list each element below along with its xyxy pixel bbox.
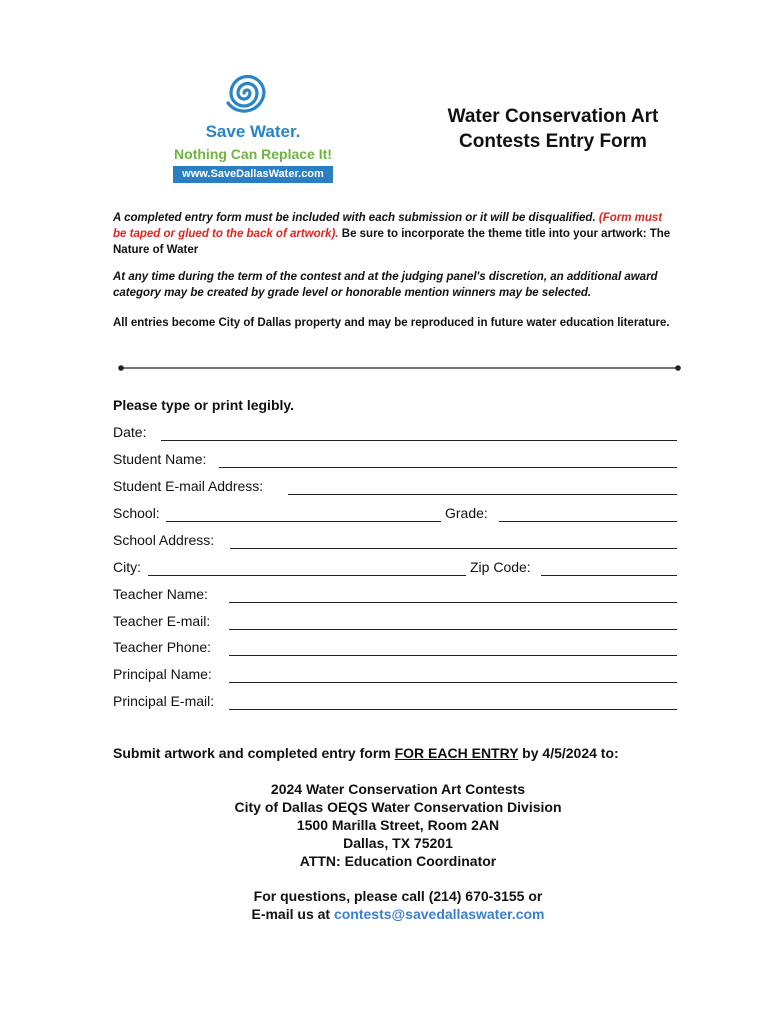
principal-name-field[interactable] — [229, 682, 677, 683]
water-spiral-icon — [220, 66, 274, 120]
principal-email-field[interactable] — [229, 709, 677, 710]
save-water-logo — [168, 66, 338, 184]
intro-paragraph-2: At any time during the term of the contest and at the judging panel's discretion, an additional award category may be created by grade level or honorable mention winners may be selected. — [113, 271, 658, 299]
submit-instructions — [113, 745, 619, 761]
intro-paragraph-3: All entries become City of Dallas property and may be reproduced in future water education literature. — [113, 317, 670, 329]
address-line-1: 2024 Water Conservation Art Contests — [270, 781, 526, 797]
school-address-label: School Address: — [113, 532, 215, 548]
intro-theme-note: Be sure to incorporate the theme title into your artwork: The Nature of Water — [113, 228, 671, 256]
grade-label: Grade: — [445, 505, 488, 521]
school-address-field[interactable] — [230, 548, 677, 549]
zip-label: Zip Code: — [470, 559, 531, 575]
date-field[interactable] — [161, 440, 677, 441]
teacher-phone-field[interactable] — [229, 655, 677, 656]
logo-line-1: Save Water. — [205, 122, 301, 141]
contact-email-line — [113, 905, 683, 923]
teacher-email-label: Teacher E-mail: — [113, 613, 211, 629]
contact-email-link[interactable]: contests@savedallaswater.com — [333, 906, 545, 922]
student-email-row — [113, 476, 677, 496]
address-line-5: ATTN: Education Coordinator — [299, 853, 497, 869]
title-line-2: Contests Entry Form — [459, 131, 647, 152]
date-label: Date: — [113, 424, 147, 440]
date-row — [113, 422, 677, 442]
teacher-name-field[interactable] — [229, 602, 677, 603]
principal-email-label: Principal E-mail: — [113, 693, 215, 709]
title-line-1: Water Conservation Art — [447, 106, 659, 127]
principal-name-label: Principal Name: — [113, 666, 212, 682]
city-row — [113, 557, 677, 577]
student-name-label: Student Name: — [113, 451, 207, 467]
contact-email-prefix: E-mail us at — [251, 906, 334, 922]
submit-deadline: by 4/5/2024 to: — [518, 745, 619, 761]
logo-website: www.SaveDallasWater.com — [173, 166, 333, 183]
intro-tape-note: (Form must be taped or glued to the back of artwork). — [113, 212, 663, 240]
page-title — [420, 104, 686, 154]
teacher-phone-label: Teacher Phone: — [113, 639, 212, 655]
city-label: City: — [113, 559, 141, 575]
teacher-email-row — [113, 611, 677, 631]
school-label: School: — [113, 505, 160, 521]
principal-email-row — [113, 691, 677, 711]
address-line-2: City of Dallas OEQS Water Conservation Division — [234, 799, 562, 815]
zip-field[interactable] — [541, 575, 677, 576]
principal-name-row — [113, 664, 677, 684]
teacher-name-label: Teacher Name: — [113, 586, 208, 602]
address-line-3: 1500 Marilla Street, Room 2AN — [296, 817, 500, 833]
teacher-email-field[interactable] — [229, 629, 677, 630]
address-line-4: Dallas, TX 75201 — [343, 835, 453, 851]
student-email-field[interactable] — [288, 494, 677, 495]
logo-line-2: Nothing Can Replace It! — [174, 146, 332, 162]
form-heading: Please type or print legibly. — [113, 397, 295, 413]
student-name-field[interactable] — [219, 467, 677, 468]
school-address-row — [113, 530, 677, 550]
contact-phone-line: For questions, please call (214) 670-3155 or — [253, 888, 543, 904]
teacher-phone-row — [113, 637, 677, 657]
student-name-row — [113, 449, 677, 469]
intro-paragraph-1 — [113, 210, 678, 258]
teacher-name-row — [113, 584, 677, 604]
submit-each-entry: FOR EACH ENTRY — [394, 745, 519, 761]
mailing-address — [113, 780, 683, 870]
divider-rule — [117, 362, 682, 374]
student-email-label: Student E-mail Address: — [113, 478, 264, 494]
school-field[interactable] — [166, 521, 441, 522]
intro-disqualified-note: A completed entry form must be included with each submission or it will be disqualified. — [113, 212, 596, 224]
city-field[interactable] — [148, 575, 466, 576]
submit-text-before: Submit artwork and completed entry form — [113, 745, 395, 761]
contact-info — [113, 887, 683, 923]
school-row — [113, 503, 677, 523]
grade-field[interactable] — [499, 521, 677, 522]
